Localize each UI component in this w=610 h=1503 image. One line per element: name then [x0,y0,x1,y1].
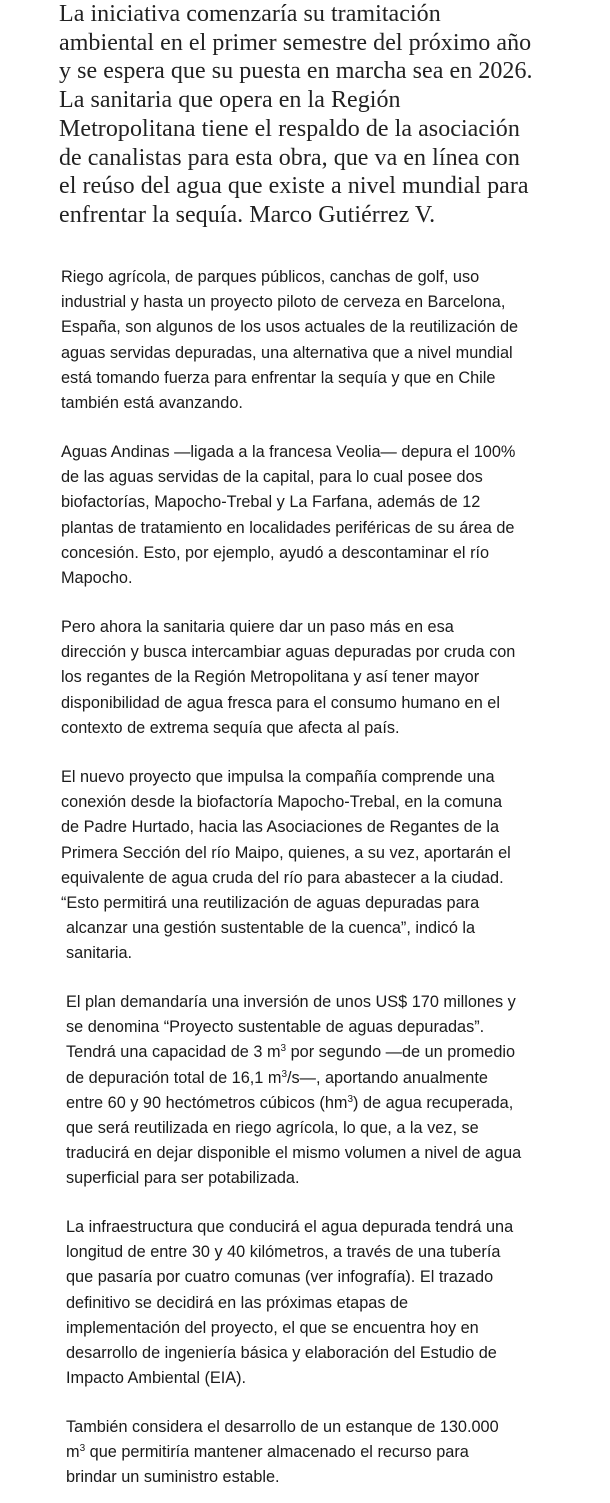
paragraph-line: desarrollo de ingeniería básica y elaboración del Estudio de [66,1344,497,1363]
paragraph-line: disponibilidad de agua fresca para el consumo humano en el [61,693,500,712]
paragraph-line: longitud de entre 30 y 40 kilómetros, a través de una tubería [66,1243,501,1262]
superscript: 3 [79,1443,86,1455]
lead-line: de canalistas para esta obra, que va en línea con [59,144,520,171]
text-run: ) de agua recuperada, [353,1093,514,1112]
text-run: entre 60 y 90 hectómetros cúbicos (hm [66,1093,348,1112]
paragraph-7 [66,1415,558,1491]
paragraph-line: que pasaría por cuatro comunas (ver infografía). El trazado [66,1268,494,1287]
text-run: por segundo —de un promedio [286,1043,516,1062]
paragraph-6 [66,1215,558,1391]
text-run: /s—, aportando anualmente [287,1068,488,1087]
paragraph-line: definitivo se decidirá en las próximas etapas de [66,1293,409,1312]
paragraph-line: contexto de extrema sequía que afecta al país. [61,718,400,737]
paragraph-line: implementación del proyecto, el que se encuentra hoy en [66,1318,479,1337]
paragraph-line [66,1040,558,1065]
lead-line: el reúso del agua que existe a nivel mundial para [59,173,529,200]
lead-line: La sanitaria que opera en la Región [59,87,401,114]
paragraph-line: El nuevo proyecto que impulsa la compañía comprende una [61,768,495,786]
paragraph-line: El plan demandaría una inversión de unos US$ 170 millones y [66,993,516,1011]
paragraph-line: de las aguas servidas de la capital, para lo cual posee dos [61,468,483,487]
paragraph-line [66,1440,558,1465]
paragraph-1 [61,265,561,416]
text-run: que permitiría mantener almacenado el recurso para [85,1443,469,1462]
paragraph-line: biofactorías, Mapocho-Trebal y La Farfana, además de 12 [61,493,481,512]
paragraph-line: conexión desde la biofactoría Mapocho-Trebal, en la comuna [61,793,503,812]
paragraph-line: también está avanzando. [61,394,243,413]
paragraph-3 [61,615,561,741]
paragraph-line: Primera Sección del río Maipo, quienes, a su vez, aportarán el [61,843,511,862]
paragraph-line: Impacto Ambiental (EIA). [66,1369,247,1388]
paragraph-line [66,1066,558,1091]
paragraph-line: “Esto permitirá una reutilización de aguas depuradas para [61,894,480,913]
paragraph-line: plantas de tratamiento en localidades periféricas de su área de [61,518,515,537]
superscript: 3 [281,1068,287,1080]
paragraph-line: Pero ahora la sanitaria quiere dar un paso más en esa [61,618,454,636]
paragraph-line: se denomina “Proyecto sustentable de aguas depuradas”. [66,1018,485,1037]
paragraph-line: España, son algunos de los usos actuales de la reutilización de [61,318,519,337]
superscript: 3 [347,1093,354,1105]
paragraph-4 [61,765,561,967]
paragraph-line: está tomando fuerza para enfrentar la sequía y que en Chile [61,368,496,387]
paragraph-5 [66,990,558,1192]
paragraph-2 [61,440,561,591]
paragraph-line: dirección y busca intercambiar aguas depuradas por cruda con [61,643,516,662]
paragraph-line: equivalente de agua cruda del río para abastecer a la ciudad. [61,868,504,887]
paragraph-line: Riego agrícola, de parques públicos, canchas de golf, uso [61,268,480,286]
text-run: m [66,1443,80,1462]
paragraph-line: brindar un suministro estable. [66,1468,280,1487]
lead-line: ambiental en el primer semestre del próximo año [59,29,532,56]
lead-line: Metropolitana tiene el respaldo de la asociación [59,115,520,142]
lead-line: La iniciativa comenzaría su tramitación [59,1,441,27]
paragraph-line: de Padre Hurtado, hacia las Asociaciones de Regantes de la [61,818,500,837]
text-run: Tendrá una capacidad de 3 m [66,1043,281,1062]
paragraph-line [66,1091,558,1116]
paragraph-line: Aguas Andinas —ligada a la francesa Veolia— depura el 100% [61,443,516,461]
paragraph-line: La infraestructura que conducirá el agua depurada tendrá una [66,1218,514,1236]
paragraph-line: traducirá en dejar disponible el mismo volumen a nivel de agua [66,1144,522,1163]
lead-line: enfrentar la sequía. Marco Gutiérrez V. [59,201,436,228]
paragraph-line: los regantes de la Región Metropolitana y así tener mayor [61,668,480,687]
text-run: de depuración total de 16,1 m [66,1068,282,1087]
superscript: 3 [280,1043,287,1055]
paragraph-line: industrial y hasta un proyecto piloto de cerveza en Barcelona, [61,293,506,312]
paragraph-line: que será reutilizada en riego agrícola, lo que, a la vez, se [66,1119,479,1138]
article-lead [59,0,604,230]
paragraph-line: alcanzar una gestión sustentable de la cuenca”, indicó la [66,919,476,938]
paragraph-line: Mapocho. [61,569,133,588]
paragraph-line: aguas servidas depuradas, una alternativa que a nivel mundial [61,343,513,362]
paragraph-line: También considera el desarrollo de un estanque de 130.000 [66,1418,499,1436]
paragraph-line: concesión. Esto, por ejemplo, ayudó a descontaminar el río [61,543,490,562]
lead-line: y se espera que su puesta en marcha sea en 2026. [59,58,533,85]
paragraph-line: sanitaria. [66,944,133,963]
paragraph-line: superficial para ser potabilizada. [66,1169,300,1188]
